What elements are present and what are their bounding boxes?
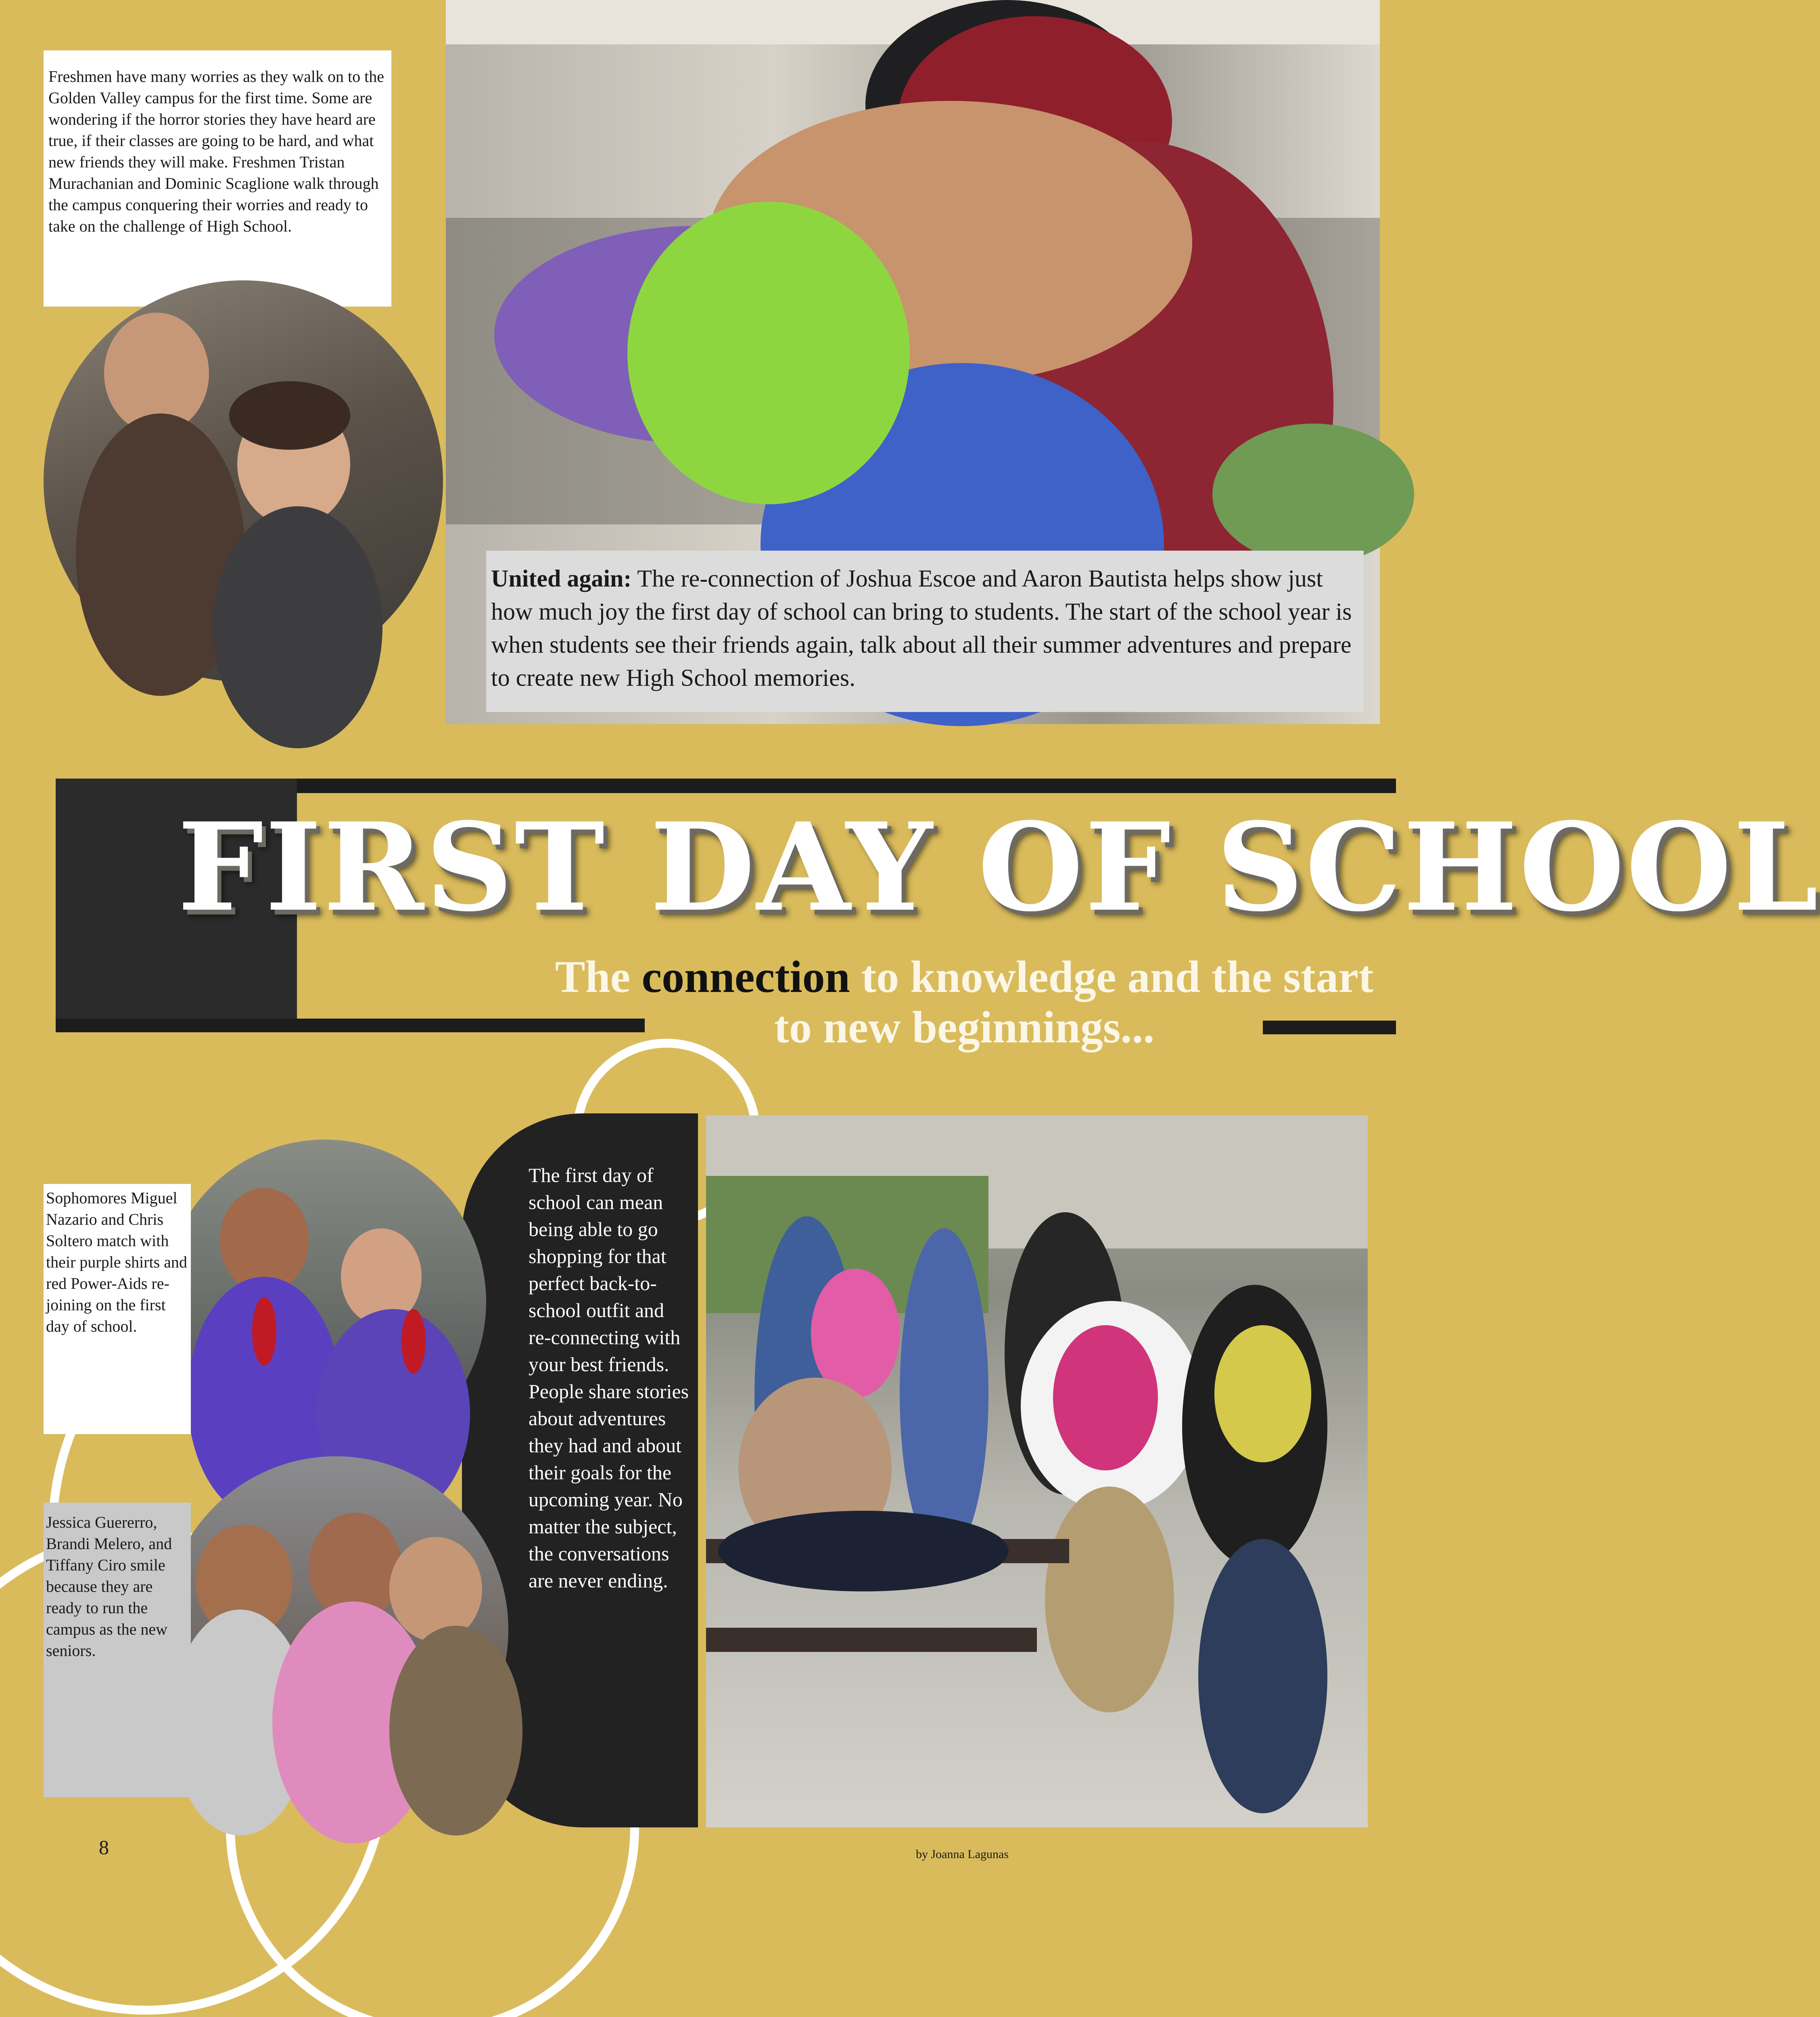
crowd-photo: [706, 1115, 1368, 1827]
sophomores-caption: Sophomores Miguel Nazario and Chris Soltero match with their purple shirts and red Power-Aids re-joining on the first day of school.: [46, 1189, 187, 1335]
byline: by Joanna Lagunas: [916, 1848, 1009, 1861]
united-caption-box: [486, 551, 1364, 712]
body-text: The first day of school can mean being able to go shopping for that perfect back-to-school outfit and re-connecting with your best friends. People share stories about adventures they had and about their goals for the upcoming year. No matter the subject, the conversations are never ending.: [529, 1164, 689, 1592]
united-caption-text: The re-connection of Joshua Escoe and Aaron Bautista helps show just how much joy the first day of school can bring to students. The start of the school year is when students see their friends again, talk about all their summer adventures and prepare to create new High School memories.: [491, 565, 1352, 691]
page-number: 8: [99, 1836, 109, 1858]
seniors-caption-box: [44, 1503, 191, 1797]
freshmen-photo: [44, 280, 443, 682]
subtitle-strong: connection: [641, 952, 850, 1002]
page-subtitle: [549, 952, 1380, 1053]
seniors-photo: [163, 1456, 508, 1803]
banner-top-rule: [295, 779, 1396, 793]
page-title: FIRST DAY OF SCHOOL: [178, 796, 1820, 938]
sophomores-photo: [163, 1140, 486, 1464]
united-caption-label: United again:: [491, 565, 632, 592]
sophomores-caption-box: [44, 1184, 191, 1434]
freshmen-caption: Freshmen have many worries as they walk on to the Golden Valley campus for the first time. Some are wondering if the horror stories they have heard are true, if their classes are going to be hard, and what new friends they will make. Freshmen Tristan Murachanian and Dominic Scaglione walk through the campus conquering their worries and ready to take on the challenge of High School.: [48, 67, 384, 235]
freshmen-caption-box: [44, 50, 391, 307]
seniors-caption: Jessica Guererro, Brandi Melero, and Tiffany Ciro smile because they are ready to run the campus as the new seniors.: [46, 1513, 172, 1660]
subtitle-pre: The: [555, 952, 631, 1002]
subtitle-post: to knowledge and the start to new beginnings...: [774, 952, 1374, 1053]
